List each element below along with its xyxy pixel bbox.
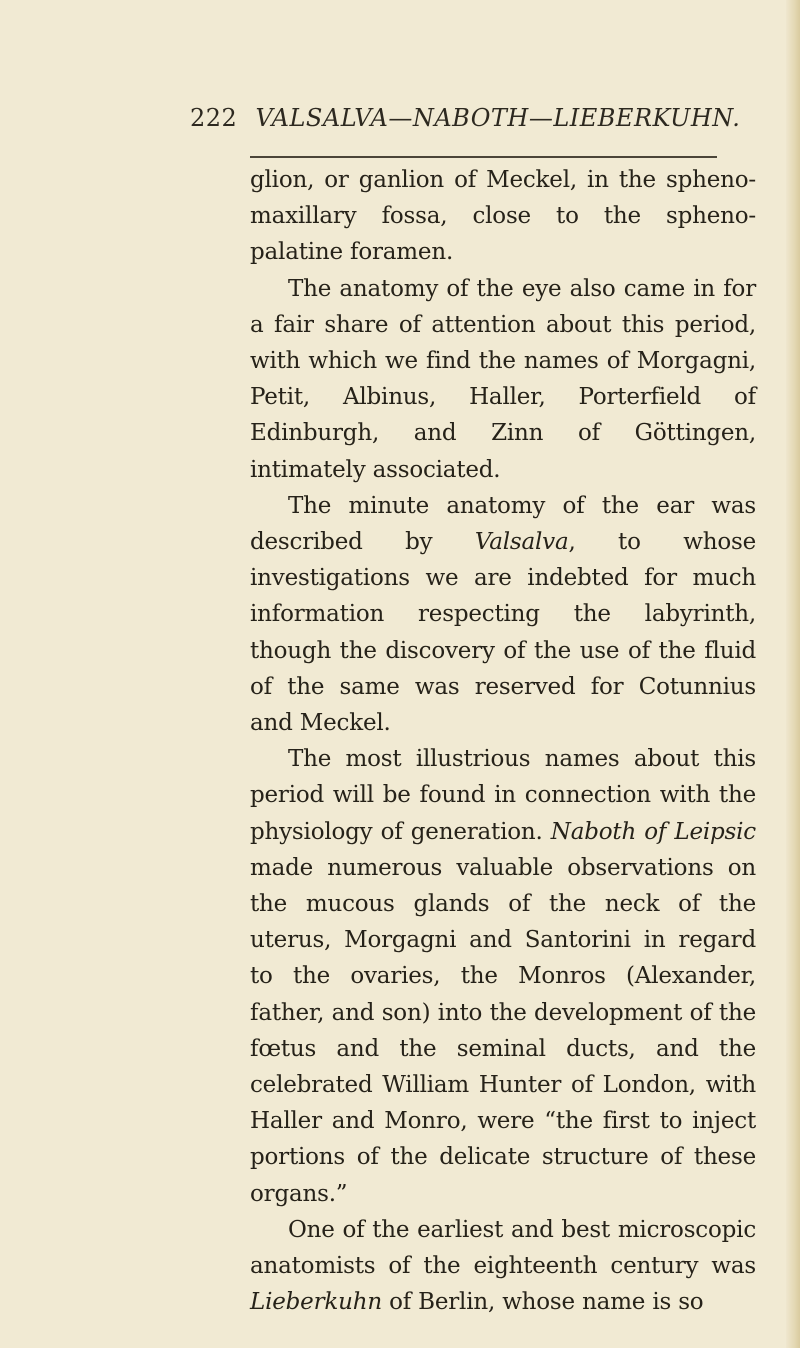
paragraph-3 [250, 488, 756, 741]
italic-name-naboth: Naboth of Leipsic [550, 818, 756, 845]
italic-name-valsalva: Valsalva [474, 529, 569, 556]
body-text [250, 162, 756, 1321]
text-segment: The anatomy of the eye also came in for a fair share of attention about this period, with which we find the names of Morgagni, Petit, Albinus, Haller, Porterfield of Edinburgh, and Zinn of Göttingen, intimately associated. [250, 275, 756, 483]
text-segment: made numerous valuable observations on the mucous glands of the neck of the uterus, Morgagni and Santorini in regard to the ovaries, the Monros (Alexander, father, and son) into the development of the fœtus and the seminal ducts, and the celebrated William Hunter of London, with Haller and Monro, were “the first to inject portions of the delicate structure of these organs.” [250, 854, 756, 1207]
text-segment: of Berlin, whose name is so [381, 1289, 704, 1316]
running-head-title: VALSALVA—NABOTH—LIEBERKUHN. [255, 104, 741, 132]
header-rule [250, 156, 717, 158]
text-segment: One of the earliest and best microscopic anatomists of the eighteenth century was [250, 1216, 756, 1280]
page-edge-shadow [786, 0, 800, 1348]
text-segment: glion, or ganlion of Meckel, in the spheno-maxillary fossa, close to the spheno-palatine foramen. [250, 167, 756, 266]
running-head [190, 104, 740, 132]
paragraph-2 [250, 271, 756, 488]
paragraph-4 [250, 741, 756, 1212]
text-segment: The most illustrious names about this period will be found in connection with the physiology of generation. [250, 746, 756, 845]
page-number: 222 [190, 104, 238, 132]
paragraph-1 [250, 162, 756, 271]
text-segment: The minute anatomy of the ear was described by [250, 492, 756, 556]
paragraph-5 [250, 1212, 756, 1321]
italic-name-lieberkuhn: Lieberkuhn [250, 1289, 382, 1316]
text-segment: , to whose investigations we are indebted for much information respecting the labyrinth, though the discovery of the use of the fluid of the same was reserved for Cotunnius and Meckel. [250, 529, 756, 737]
